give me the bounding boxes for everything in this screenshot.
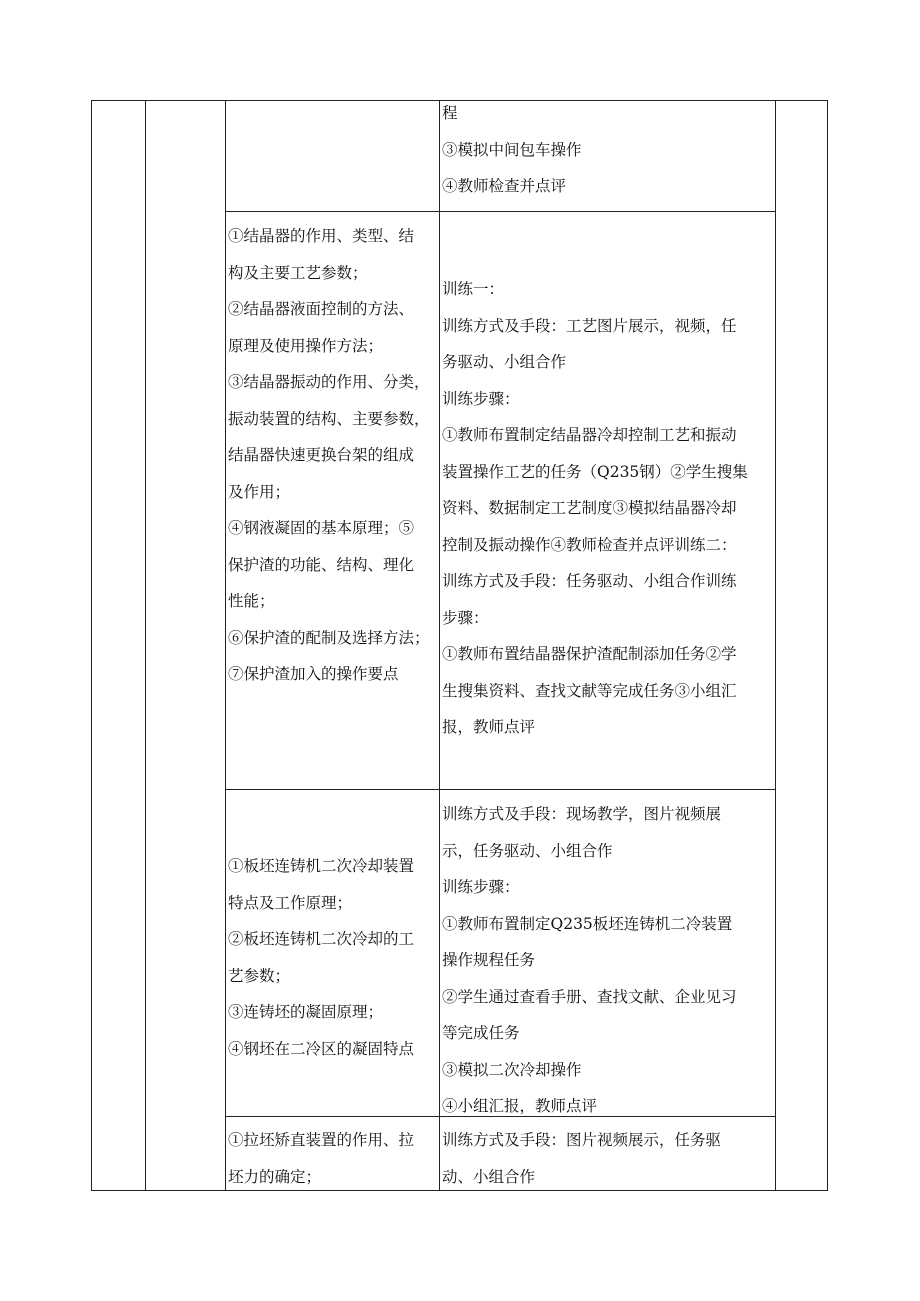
text-line: 资料、数据制定工艺制度③模拟结晶器冷却 — [442, 499, 737, 517]
text-line: ⑦保护渣加入的操作要点 — [228, 665, 399, 683]
text-line: 装置操作工艺的任务（Q235钢）②学生搜集 — [442, 462, 748, 481]
text-line: 务驱动、小组合作 — [442, 353, 567, 371]
text-line: ②结晶器液面控制的方法、 — [228, 300, 415, 318]
text-line: 结晶器快速更换台架的组成 — [228, 446, 415, 464]
text-line: 训练步骤： — [442, 878, 520, 896]
text-line: 训练一： — [442, 280, 505, 298]
text-line: 性能； — [228, 592, 275, 610]
text-line: ④教师检查并点评 — [442, 177, 567, 195]
text-line: 坯力的确定； — [228, 1167, 322, 1186]
text-line: 示，任务驱动、小组合作 — [442, 841, 613, 860]
row-divider-2 — [225, 789, 775, 790]
row-1-training-cell — [442, 95, 582, 205]
text-line: 生搜集资料、查找文献等完成任务③小组汇 — [442, 681, 737, 700]
text-line: 训练方式及手段：现场教学，图片视频展 — [442, 805, 722, 823]
row-2-content-cell — [228, 218, 430, 693]
text-line: ③连铸坯的凝固原理； — [228, 1003, 384, 1021]
row-4-training-cell — [442, 1122, 721, 1195]
text-line: 等完成任务 — [442, 1024, 520, 1042]
text-line: 训练方式及手段：图片视频展示，任务驱 — [442, 1131, 722, 1149]
text-line: ①教师布置制定Q235板坯连铸机二冷装置 — [442, 914, 733, 933]
text-line: ①结晶器的作用、类型、结 — [228, 227, 415, 245]
text-line: 艺参数； — [228, 966, 291, 985]
text-line: ④钢液凝固的基本原理；⑤ — [228, 519, 415, 537]
text-line: 构及主要工艺参数； — [228, 263, 368, 282]
text-line: 控制及振动操作④教师检查并点评训练二： — [442, 535, 737, 554]
text-line: 训练步骤： — [442, 389, 520, 408]
text-line: ④钢坯在二冷区的凝固特点 — [228, 1039, 415, 1058]
column-divider-4 — [775, 100, 776, 1191]
text-line: ①拉坯矫直装置的作用、拉 — [228, 1131, 415, 1149]
text-line: 训练方式及手段：工艺图片展示，视频，任 — [442, 316, 737, 335]
text-line: 操作规程任务 — [442, 951, 536, 969]
text-line: 步骤： — [442, 608, 489, 627]
row-3-content-cell — [228, 848, 414, 1067]
text-line: ①教师布置结晶器保护渣配制添加任务②学 — [442, 645, 737, 663]
text-line: 动、小组合作 — [442, 1167, 536, 1186]
text-line: ③模拟二次冷却操作 — [442, 1060, 582, 1079]
row-3-training-cell — [442, 796, 737, 1125]
row-divider-1 — [225, 211, 775, 212]
text-line: ⑥保护渣的配制及选择方法； — [228, 628, 430, 647]
text-line: 报，教师点评 — [442, 718, 536, 736]
text-line: ①板坯连铸机二次冷却装置 — [228, 857, 415, 875]
column-divider-3 — [439, 100, 440, 1191]
text-line: ②学生通过查看手册、查找文献、企业见习 — [442, 987, 737, 1006]
column-divider-1 — [145, 100, 146, 1191]
text-line: 原理及使用操作方法； — [228, 336, 384, 355]
row-4-content-cell — [228, 1122, 414, 1195]
text-line: ③模拟中间包车操作 — [442, 140, 582, 159]
text-line: 训练方式及手段：任务驱动、小组合作训练 — [442, 572, 737, 590]
row-2-training-cell — [442, 271, 748, 746]
text-line: ①教师布置制定结晶器冷却控制工艺和振动 — [442, 426, 737, 444]
text-line: ③结晶器振动的作用、分类， — [228, 373, 430, 391]
column-divider-2 — [225, 100, 226, 1191]
text-line: 程 — [442, 104, 458, 122]
text-line: ②板坯连铸机二次冷却的工 — [228, 930, 415, 948]
text-line: 保护渣的功能、结构、理化 — [228, 555, 415, 574]
text-line: 及作用； — [228, 482, 291, 501]
text-line: 振动装置的结构、主要参数， — [228, 409, 430, 428]
text-line: 特点及工作原理； — [228, 893, 353, 912]
text-line: ④小组汇报，教师点评 — [442, 1097, 598, 1115]
